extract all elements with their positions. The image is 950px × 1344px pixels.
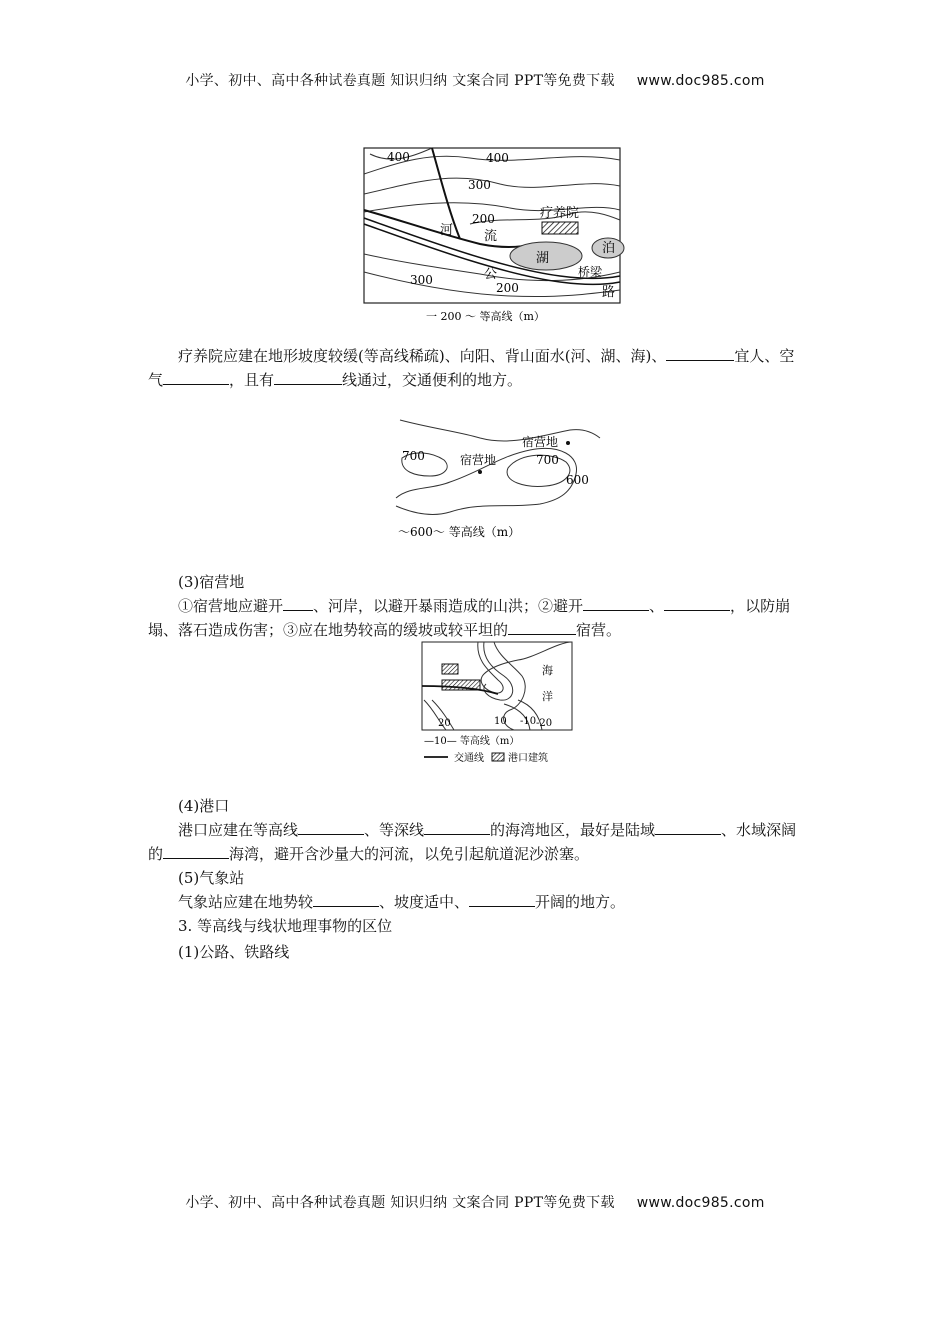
section3-content xyxy=(148,594,808,642)
section5-title-text: (5)气象站 xyxy=(178,869,245,887)
blank[interactable] xyxy=(283,596,313,611)
label-sea-1: 海 xyxy=(542,664,553,677)
blank[interactable] xyxy=(424,820,490,835)
label-lake-2: 泊 xyxy=(602,241,616,256)
section3-text-2: 、河岸，以避开暴雨造成的山洪；②避开 xyxy=(313,597,584,615)
section4-text-4: 、水 xyxy=(721,821,752,839)
label-neg20: -20 xyxy=(536,718,553,729)
port-building-2 xyxy=(442,680,480,690)
label-campsite-top: 宿营地 xyxy=(522,435,559,449)
blank[interactable] xyxy=(508,620,576,635)
figure3-legend-road: 交通线 xyxy=(454,753,484,764)
section3-text-6: 宿营。 xyxy=(576,621,622,639)
label-campsite-mid: 宿营地 xyxy=(460,453,497,467)
para1-text-2: 宜人、空气 xyxy=(148,347,795,389)
sanatorium-map-svg xyxy=(360,144,630,329)
figure1-legend: 一 200 ～ 等高线（m） xyxy=(426,310,545,323)
blank[interactable] xyxy=(274,370,342,385)
footer-url[interactable]: www.doc985.com xyxy=(636,1195,765,1211)
page-footer xyxy=(0,1192,950,1212)
blank[interactable] xyxy=(313,892,379,907)
label-700-left: 700 xyxy=(402,449,425,463)
section6-sub-text: (1)公路、铁路线 xyxy=(178,943,290,961)
figure-campsite-map xyxy=(390,416,610,544)
campsite-map-svg xyxy=(390,416,610,544)
blank[interactable] xyxy=(163,370,229,385)
port-building-1 xyxy=(442,664,458,674)
contour-line-300 xyxy=(364,178,620,194)
label-400-left: 400 xyxy=(387,150,410,164)
figure2-legend: ～600～ 等高线（m） xyxy=(398,525,521,539)
port-map-svg xyxy=(418,640,588,768)
section4-text-1: 港口应建在等高线 xyxy=(178,821,299,839)
para1-text-3: ，且有 xyxy=(229,371,275,389)
blank[interactable] xyxy=(666,346,734,361)
label-600: 600 xyxy=(566,473,589,487)
label-10-mid: 10 xyxy=(494,716,507,727)
figure3-legend-port: 港口建筑 xyxy=(508,753,548,764)
label-lake-1: 湖 xyxy=(536,251,550,266)
sanatorium-building xyxy=(542,222,578,234)
section3-title xyxy=(148,570,808,594)
section3-text-4: ， xyxy=(730,597,746,615)
figure3-legend-contour: —10— 等高线（m） xyxy=(424,736,520,747)
section3-title-text: (3)宿营地 xyxy=(178,573,245,591)
label-river-2: 流 xyxy=(484,229,498,244)
label-river-1: 河 xyxy=(440,223,454,238)
label-300-bottom: 300 xyxy=(410,273,433,287)
section4-text-5: 域深阔的 xyxy=(148,821,797,863)
figure-port-map xyxy=(418,640,588,768)
para1-text-1: 疗养院应建在地形坡度较缓(等高线稀疏)、向阳、背山面水(河、湖、海)、 xyxy=(178,347,667,365)
campsite-dot-mid xyxy=(478,470,482,474)
label-200: 200 xyxy=(472,212,495,226)
section5-text-3: 开阔的地方。 xyxy=(535,893,626,911)
header-text: 小学、初中、高中各种试卷真题 知识归纳 文案合同 PPT等免费下载 xyxy=(185,73,615,89)
label-road-2: 路 xyxy=(602,285,616,300)
section3-text-3: 、 xyxy=(649,597,665,615)
para1-text-4: 线通过，交通便利的地方。 xyxy=(342,371,523,389)
section4-content xyxy=(148,818,808,866)
paragraph-sanatorium xyxy=(148,344,808,392)
label-road-1: 公 xyxy=(484,267,498,282)
label-200-bottom: 200 xyxy=(496,281,519,295)
label-neg10: -10 xyxy=(520,716,537,727)
blank[interactable] xyxy=(298,820,364,835)
section5-text-2: 、坡度适中、 xyxy=(379,893,470,911)
label-400-right: 400 xyxy=(486,151,509,165)
section4-text-2: 、等深线 xyxy=(364,821,425,839)
contour-line-a xyxy=(400,420,600,441)
label-300-top: 300 xyxy=(468,178,491,192)
section5-title xyxy=(148,866,808,890)
footer-text: 小学、初中、高中各种试卷真题 知识归纳 文案合同 PPT等免费下载 xyxy=(185,1195,615,1211)
section5-content xyxy=(148,890,808,914)
section6-sub xyxy=(148,940,808,964)
label-20-left: 20 xyxy=(438,718,451,729)
campsite-dot-top xyxy=(566,441,570,445)
section6-title xyxy=(148,914,808,938)
section4-title xyxy=(148,794,808,818)
page-header xyxy=(0,70,950,90)
blank[interactable] xyxy=(469,892,535,907)
section4-title-text: (4)港口 xyxy=(178,797,230,815)
blank[interactable] xyxy=(655,820,721,835)
section5-text-1: 气象站应建在地势较 xyxy=(178,893,314,911)
label-sanatorium: 疗养院 xyxy=(540,206,580,221)
section3-text-5: 以防崩塌、落石造成伤害；③应在地势较高的缓坡或较平坦的 xyxy=(148,597,791,639)
section6-title-text: 3. 等高线与线状地理事物的区位 xyxy=(178,917,393,935)
blank[interactable] xyxy=(163,844,229,859)
section3-text-1: ①宿营地应避开 xyxy=(178,597,284,615)
legend-port-swatch xyxy=(492,753,504,761)
contour-line-250 xyxy=(364,203,620,212)
label-bridge: 桥梁 xyxy=(578,265,603,279)
section4-text-3: 的海湾地区，最好是陆域 xyxy=(490,821,656,839)
figure-sanatorium-map xyxy=(360,144,630,329)
label-sea-2: 洋 xyxy=(542,690,553,703)
section4-text-6: 海湾，避开含沙量大的河流，以免引起航道泥沙淤塞。 xyxy=(229,845,590,863)
label-700-right: 700 xyxy=(536,453,559,467)
blank[interactable] xyxy=(583,596,649,611)
header-url[interactable]: www.doc985.com xyxy=(636,73,765,89)
blank[interactable] xyxy=(664,596,730,611)
